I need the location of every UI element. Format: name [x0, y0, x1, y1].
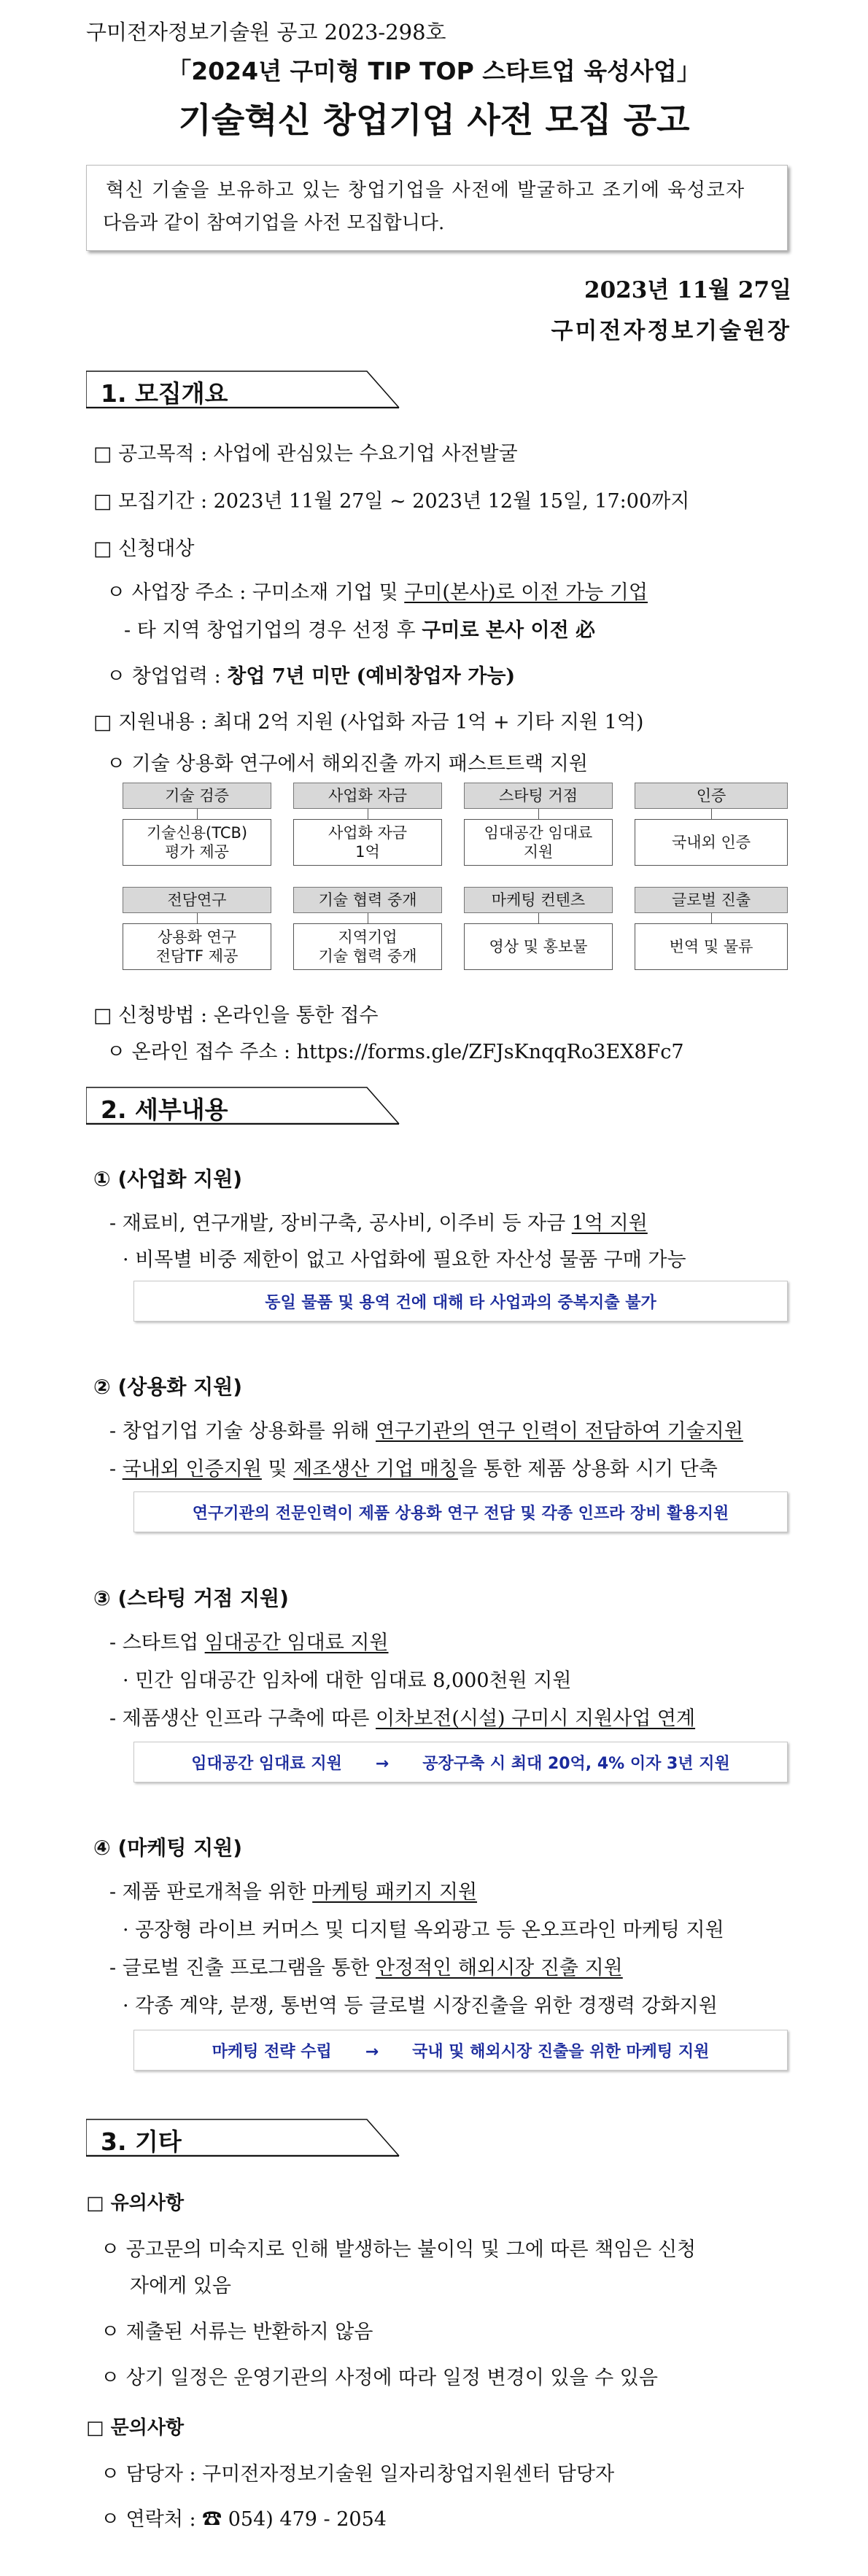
- note-1-line-1: ㅇ 공고문의 미숙지로 인해 발생하는 불이익 및 그에 따른 책임은 신청: [101, 2238, 697, 2261]
- grid-value-global: [635, 923, 788, 970]
- s4-bullet-1-text: - 제품 판로개척을 위한: [109, 1881, 313, 1904]
- grid-value-cert: [635, 819, 788, 866]
- note-1-line-2: 자에게 있음: [130, 2275, 231, 2297]
- notes-title: □ 유의사항: [86, 2192, 185, 2214]
- s1-note-box: 동일 물품 및 용역 건에 대해 타 사업과의 중복지출 불가: [133, 1281, 788, 1322]
- s3-bullet-1-text: - 스타트업: [109, 1632, 205, 1654]
- grid-value-text: 평가 제공: [165, 843, 229, 861]
- s3-bullet-1-emphasis: 임대공간 임대료 지원: [204, 1632, 389, 1654]
- s3-bullet-3: [109, 1702, 695, 1731]
- note-3: ㅇ 상기 일정은 운영기관의 사정에 따라 일정 변경이 있을 수 있음: [101, 2367, 658, 2389]
- s4-bullet-1-emphasis: 마케팅 패키지 지원: [312, 1881, 478, 1904]
- s1-bullet-1-text: - 재료비, 연구개발, 장비구축, 공사비, 이주비 등 자금: [109, 1212, 572, 1235]
- inquiry-title: □ 문의사항: [86, 2417, 185, 2439]
- s2-bullet-2-text: 및: [261, 1458, 294, 1481]
- period-line: □ 모집기간 : 2023년 11월 27일 ~ 2023년 12월 15일, 17:00까지: [93, 490, 690, 513]
- grid-value-marketing-content: [464, 923, 613, 970]
- grid-value-text: 지역기업: [338, 928, 398, 946]
- s4-bullet-2: · 공장형 라이브 커머스 및 디지털 옥외광고 등 온오프라인 마케팅 지원: [123, 1919, 724, 1941]
- grid-value-text: 1억: [355, 843, 380, 861]
- grid-header-tech-coop: 기술 협력 중개: [293, 887, 442, 913]
- intro-line-1: 혁신 기술을 보유하고 있는 창업기업을 사전에 발굴하고 조기에 육성코자: [106, 179, 745, 201]
- grid-value-text: 상용화 연구: [157, 928, 237, 946]
- grid-value-biz-fund: [293, 819, 442, 866]
- grid-value-text: 영상 및 홍보물: [489, 938, 588, 955]
- support-line: □ 지원내용 : 최대 2억 지원 (사업화 자금 1억 + 기타 지원 1억): [93, 711, 644, 734]
- s4-bullet-1: [109, 1876, 477, 1904]
- issuing-org: 구미전자정보기술원장: [551, 318, 791, 344]
- s3-bullet-1: [109, 1626, 389, 1655]
- s3-bullet-3-text: - 제품생산 인프라 구축에 따른: [109, 1707, 376, 1730]
- grid-value-dedicated-research: [123, 923, 271, 970]
- method-line: □ 신청방법 : 온라인을 통한 접수: [93, 1004, 379, 1027]
- s4-bullet-4: · 각종 계약, 분쟁, 통번역 등 글로벌 시장진출을 위한 경쟁력 강화지원: [123, 1995, 718, 2017]
- s2-bullet-2-text: 을 통한 제품 상용화 시기 단축: [457, 1458, 718, 1481]
- online-line: ㅇ 온라인 접수 주소 : https://forms.gle/ZFJsKnqqRo3EX8Fc7: [106, 1041, 684, 1063]
- other-region-line: [124, 614, 595, 643]
- grid-value-tech-verify: [123, 819, 271, 866]
- address-text: ㅇ 사업장 주소 : 구미소재 기업 및: [106, 581, 405, 604]
- other-region-text: - 타 지역 창업기업의 경우 선정 후: [124, 619, 422, 642]
- grid-header-cert: 인증: [635, 783, 788, 809]
- years-emphasis: 창업 7년 미만 (예비창업자 가능): [227, 665, 516, 688]
- grid-value-text: 전담TF 제공: [155, 947, 239, 965]
- s1-bullet-1: [109, 1207, 648, 1235]
- contact-person: ㅇ 담당자 : 구미전자정보기술원 일자리창업지원센터 담당자: [101, 2463, 615, 2486]
- sub-title-productization: ② (상용화 지원): [93, 1375, 243, 1399]
- s1-bullet-2: · 비목별 비중 제한이 없고 사업화에 필요한 자산성 물품 구매 가능: [123, 1249, 686, 1271]
- s4-bullet-3-text: - 글로벌 진출 프로그램을 통한: [109, 1957, 376, 1979]
- header-subtitle: 「2024년 구미형 TIP TOP 스타트업 육성사업」: [167, 57, 701, 85]
- section-2-title: 2. 세부내용: [101, 1095, 228, 1124]
- s2-bullet-2: [109, 1453, 718, 1481]
- years-text: ㅇ 창업업력 :: [106, 665, 228, 688]
- grid-value-text: 번역 및 물류: [669, 938, 753, 955]
- grid-value-text: 사업화 자금: [328, 824, 408, 842]
- grid-value-text: 지원: [523, 843, 554, 861]
- sub-title-marketing: ④ (마케팅 지원): [93, 1836, 243, 1860]
- s3-note-box: 임대공간 임대료 지원 → 공장구축 시 최대 20억, 4% 이자 3년 지원: [133, 1742, 788, 1782]
- section-2-heading: [86, 1087, 400, 1125]
- address-line: [106, 576, 648, 605]
- s4-note-box: 마케팅 전략 수립 → 국내 및 해외시장 진출을 위한 마케팅 지원: [133, 2030, 788, 2071]
- grid-value-starting-base: [464, 819, 613, 866]
- notice-number: 구미전자정보기술원 공고 2023-298호: [86, 20, 446, 44]
- s2-bullet-2-text: -: [109, 1458, 123, 1481]
- notice-date: 2023년 11월 27일: [584, 277, 791, 303]
- section-3-title: 3. 기타: [101, 2127, 182, 2156]
- s2-note-box: 연구기관의 전문인력이 제품 상용화 연구 전담 및 각종 인프라 장비 활용지원: [133, 1491, 788, 1532]
- s1-bullet-1-emphasis: 1억 지원: [571, 1212, 648, 1235]
- other-region-emphasis: 구미로 본사 이전 必: [422, 619, 596, 642]
- s3-bullet-2: · 민간 임대공간 임차에 대한 임대료 8,000천원 지원: [123, 1669, 572, 1692]
- s2-bullet-2-emphasis: 국내외 인증지원: [122, 1458, 262, 1481]
- contact-phone: ㅇ 연락처 : ☎ 054) 479 - 2054: [101, 2508, 387, 2531]
- grid-header-tech-verify: 기술 검증: [123, 783, 271, 809]
- section-1-heading: [86, 371, 400, 408]
- fasttrack-line: ㅇ 기술 상용화 연구에서 해외진출 까지 패스트트랙 지원: [106, 753, 588, 775]
- section-1-title: 1. 모집개요: [101, 379, 228, 408]
- sub-title-starting-base: ③ (스타팅 거점 지원): [93, 1586, 289, 1610]
- grid-header-starting-base: 스타팅 거점: [464, 783, 613, 809]
- sub-title-commercialization: ① (사업화 지원): [93, 1167, 243, 1191]
- s2-bullet-1: [109, 1415, 743, 1443]
- s2-bullet-1-emphasis: 연구기관의 연구 인력이 전담하여 기술지원: [376, 1420, 743, 1443]
- grid-value-tech-coop: [293, 923, 442, 970]
- grid-header-dedicated-research: 전담연구: [123, 887, 271, 913]
- note-2: ㅇ 제출된 서류는 반환하지 않음: [101, 2321, 373, 2343]
- s4-bullet-3: [109, 1952, 623, 1980]
- grid-value-text: 기술 협력 중개: [318, 947, 417, 965]
- grid-header-marketing-content: 마케팅 컨텐츠: [464, 887, 613, 913]
- s2-bullet-1-text: - 창업기업 기술 상용화를 위해: [109, 1420, 376, 1443]
- section-3-heading: [86, 2119, 400, 2157]
- address-emphasis: 구미(본사)로 이전 가능 기업: [404, 581, 648, 604]
- page-title: 기술혁신 창업기업 사전 모집 공고: [178, 101, 690, 141]
- grid-header-global: 글로벌 진출: [635, 887, 788, 913]
- intro-box: [86, 165, 788, 251]
- years-line: [106, 660, 515, 688]
- s3-bullet-3-emphasis: 이차보전(시설) 구미시 지원사업 연계: [376, 1707, 696, 1730]
- grid-value-text: 임대공간 임대료: [484, 824, 593, 842]
- grid-header-biz-fund: 사업화 자금: [293, 783, 442, 809]
- grid-value-text: 국내외 인증: [671, 834, 751, 851]
- purpose-line: □ 공고목적 : 사업에 관심있는 수요기업 사전발굴: [93, 443, 518, 465]
- target-title: □ 신청대상: [93, 538, 195, 560]
- s2-bullet-2-emphasis: 제조생산 기업 매칭: [293, 1458, 458, 1481]
- intro-line-2: 다음과 같이 참여기업을 사전 모집합니다.: [103, 212, 445, 234]
- s4-bullet-3-emphasis: 안정적인 해외시장 진출 지원: [376, 1957, 623, 1979]
- grid-value-text: 기술신용(TCB): [146, 824, 248, 842]
